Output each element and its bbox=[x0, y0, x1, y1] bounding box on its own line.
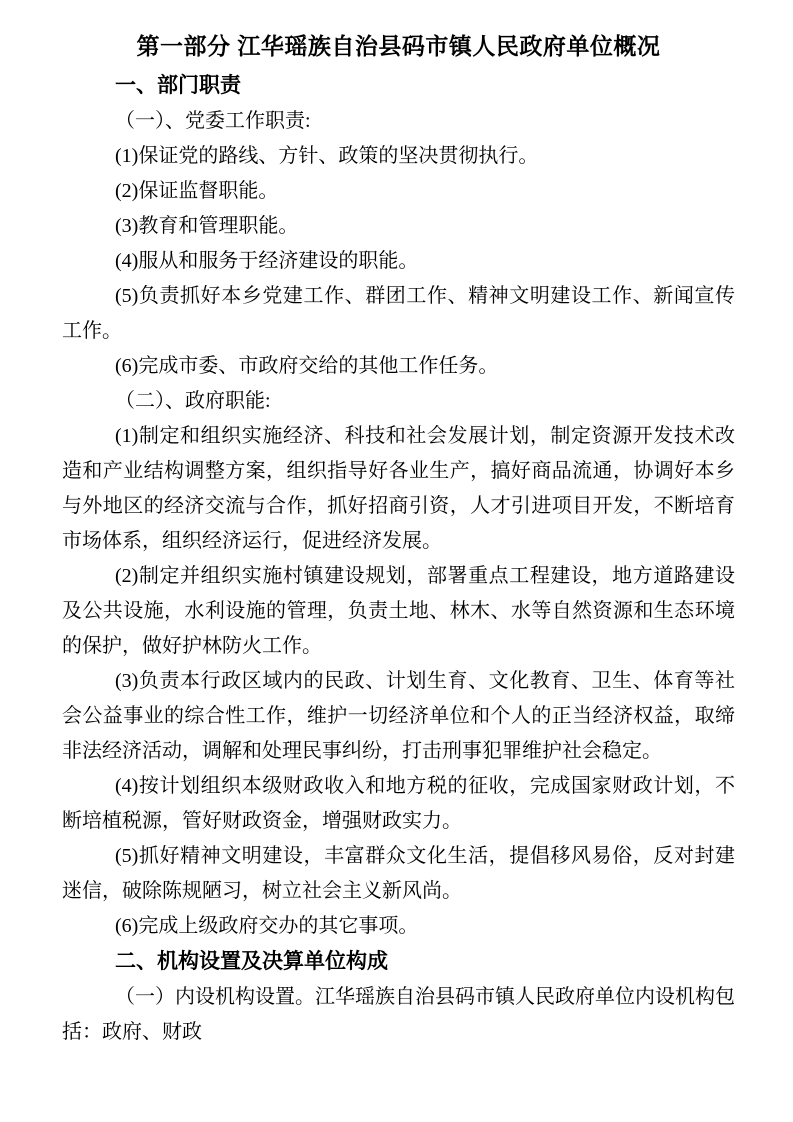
paragraph-party-duties-header: （一）、党委工作职责: bbox=[115, 110, 311, 132]
paragraph-party-duty-5: (5)负责抓好本乡党建工作、群团工作、精神文明建设工作、新闻宣传工作。 bbox=[62, 285, 735, 342]
paragraph-party-duty-4: (4)服从和服务于经济建设的职能。 bbox=[115, 250, 419, 272]
paragraph-govt-function-1: (1)制定和组织实施经济、科技和社会发展计划，制定资源开发技术改造和产业结构调整方案，组织指导好各业生产，搞好商品流通，协调好本乡与外地区的经济交流与合作，抓好招商引资，人才引进项目开发，不断培育市场体系，组织经济运行，促进经济发展。 bbox=[62, 425, 735, 552]
paragraph-govt-function-6: (6)完成上级政府交办的其它事项。 bbox=[115, 915, 419, 937]
paragraph-govt-function-5: (5)抓好精神文明建设，丰富群众文化生活，提倡移风易俗，反对封建迷信，破除陈规陋习，树立社会主义新风尚。 bbox=[62, 845, 735, 902]
section-heading-department-duties: 一、部门职责 bbox=[115, 74, 241, 97]
paragraph-party-duty-6: (6)完成市委、市政府交给的其他工作任务。 bbox=[115, 355, 499, 377]
paragraph-party-duty-3: (3)教育和管理职能。 bbox=[115, 215, 299, 237]
paragraph-party-duty-1: (1)保证党的路线、方针、政策的坚决贯彻执行。 bbox=[115, 145, 539, 167]
section-heading-organization-setup: 二、机构设置及决算单位构成 bbox=[115, 950, 388, 973]
paragraph-internal-org-setup: （一）内设机构设置。江华瑶族自治县码市镇人民政府单位内设机构包括：政府、财政 bbox=[62, 986, 735, 1043]
paragraph-govt-function-2: (2)制定并组织实施村镇建设规划，部署重点工程建设，地方道路建设及公共设施，水利设施的管理，负责土地、林木、水等自然资源和生态环境的保护，做好护林防火工作。 bbox=[62, 565, 735, 657]
paragraph-party-duty-2: (2)保证监督职能。 bbox=[115, 180, 279, 202]
paragraph-govt-functions-header: （二）、政府职能: bbox=[115, 390, 271, 412]
document-title: 第一部分 江华瑶族自治县码市镇人民政府单位概况 bbox=[136, 33, 661, 59]
paragraph-govt-function-3: (3)负责本行政区域内的民政、计划生育、文化教育、卫生、体育等社会公益事业的综合性工作，维护一切经济单位和个人的正当经济权益，取缔非法经济活动，调解和处理民事纠纷，打击刑事犯罪维护社会稳定。 bbox=[62, 670, 735, 762]
paragraph-govt-function-4: (4)按计划组织本级财政收入和地方税的征收，完成国家财政计划，不断培植税源，管好财政资金，增强财政实力。 bbox=[62, 775, 735, 832]
